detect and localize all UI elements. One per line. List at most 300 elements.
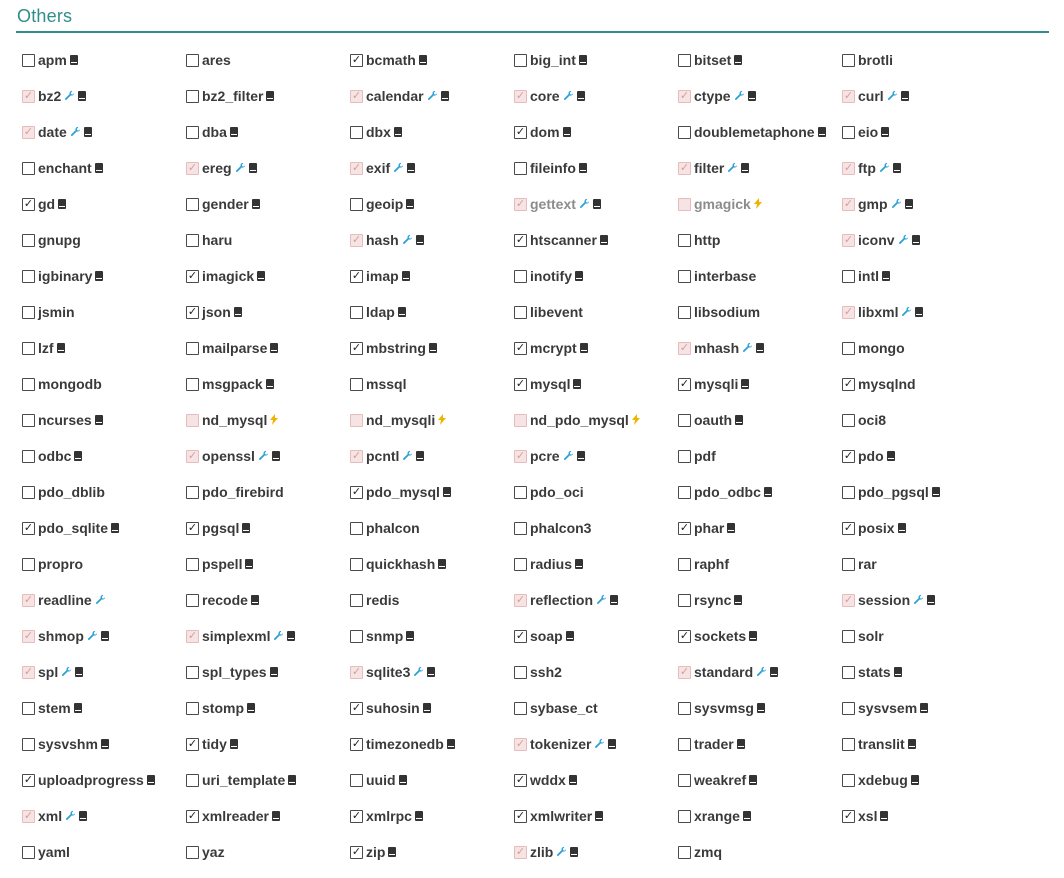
extension-option-jsmin[interactable] (22, 302, 75, 322)
extension-option-stem[interactable] (22, 698, 82, 718)
extension-option-raphf[interactable] (678, 554, 729, 574)
extension-option-mysqlnd[interactable] (842, 374, 916, 394)
wrench-icon (579, 198, 590, 211)
checkbox[interactable] (842, 630, 855, 643)
checkbox[interactable] (678, 594, 691, 607)
extension-option-redis[interactable] (350, 590, 399, 610)
checkbox[interactable] (350, 486, 363, 499)
checkbox[interactable] (350, 126, 363, 139)
extension-option-apm[interactable] (22, 50, 78, 70)
checkbox[interactable] (678, 846, 691, 859)
extension-option-xrange[interactable] (678, 806, 751, 826)
checkbox[interactable] (678, 414, 691, 427)
checkbox[interactable] (22, 414, 35, 427)
book-icon (95, 415, 103, 425)
extension-option-uri-template[interactable] (186, 770, 296, 790)
checkbox (842, 234, 855, 247)
checkbox (186, 414, 199, 427)
extension-label: libevent (530, 304, 583, 320)
extension-option-tokenizer[interactable] (514, 734, 616, 754)
extension-option-enchant[interactable] (22, 158, 103, 178)
extension-option-phar[interactable] (678, 518, 735, 538)
checkbox[interactable] (678, 558, 691, 571)
extension-option-xmlreader[interactable] (186, 806, 280, 826)
extension-option-bcmath[interactable] (350, 50, 427, 70)
extension-option-pdo-mysql[interactable] (350, 482, 451, 502)
extension-label: exif (366, 160, 391, 176)
extension-option-exif[interactable] (350, 158, 415, 178)
extension-option-posix[interactable] (842, 518, 906, 538)
wrench-icon (402, 450, 413, 463)
checkbox[interactable] (186, 666, 199, 679)
extension-label: lzf (38, 340, 54, 356)
extension-option-rar[interactable] (842, 554, 877, 574)
checkbox[interactable] (186, 594, 199, 607)
extension-option-weakref[interactable] (678, 770, 757, 790)
extension-option-pdo[interactable] (842, 446, 895, 466)
checkbox[interactable] (678, 450, 691, 463)
extension-option-gender[interactable] (186, 194, 260, 214)
extension-option-gd[interactable] (22, 194, 66, 214)
extension-label: intl (858, 268, 879, 284)
book-icon (734, 595, 742, 605)
checkbox[interactable] (22, 162, 35, 175)
checkbox[interactable] (678, 738, 691, 751)
extension-option-json[interactable] (186, 302, 242, 322)
extension-option-ssh2[interactable] (514, 662, 562, 682)
extension-option-interbase[interactable] (678, 266, 756, 286)
checkbox[interactable] (350, 702, 363, 715)
checkbox[interactable] (22, 54, 35, 67)
checkbox[interactable] (350, 198, 363, 211)
extension-label: stem (38, 700, 71, 716)
extension-option-dba[interactable] (186, 122, 238, 142)
extension-option-gnupg[interactable] (22, 230, 81, 250)
checkbox (350, 666, 363, 679)
extension-option-pspell[interactable] (186, 554, 253, 574)
extension-label: eio (858, 124, 879, 140)
checkbox[interactable] (186, 846, 199, 859)
extension-option-mcrypt[interactable] (514, 338, 588, 358)
checkbox[interactable] (350, 378, 363, 391)
checkbox[interactable] (842, 810, 855, 823)
extension-option-nd-mysql[interactable] (186, 410, 278, 430)
checkbox[interactable] (842, 774, 855, 787)
checkbox[interactable] (22, 270, 35, 283)
checkbox[interactable] (678, 306, 691, 319)
extension-option-ncurses[interactable] (22, 410, 103, 430)
extension-option-sysvsem[interactable] (842, 698, 928, 718)
extension-option-iconv[interactable] (842, 230, 920, 250)
extension-label: yaz (202, 844, 225, 860)
extension-option-core[interactable] (514, 86, 585, 106)
extension-option-odbc[interactable] (22, 446, 82, 466)
extension-option-mysql[interactable] (514, 374, 581, 394)
extension-option-xml[interactable] (22, 806, 87, 826)
extension-option-imagick[interactable] (186, 266, 265, 286)
extension-option-eio[interactable] (842, 122, 889, 142)
checkbox[interactable] (514, 486, 527, 499)
extension-option-readline[interactable] (22, 590, 106, 610)
extension-option-tidy[interactable] (186, 734, 238, 754)
extension-option-oci8[interactable] (842, 410, 886, 430)
checkbox[interactable] (22, 486, 35, 499)
checkbox[interactable] (842, 126, 855, 139)
extension-option-xmlrpc[interactable] (350, 806, 423, 826)
checkbox[interactable] (514, 270, 527, 283)
checkbox[interactable] (514, 126, 527, 139)
checkbox[interactable] (22, 702, 35, 715)
extension-option-standard[interactable] (678, 662, 778, 682)
extension-option-phalcon[interactable] (350, 518, 420, 538)
extension-label: mysqli (694, 376, 739, 392)
extension-label: ctype (694, 88, 731, 104)
wrench-icon (756, 666, 767, 679)
checkbox[interactable] (842, 342, 855, 355)
extension-option-sysvmsg[interactable] (678, 698, 765, 718)
extension-option-pdo-odbc[interactable] (678, 482, 772, 502)
extension-option-wddx[interactable] (514, 770, 577, 790)
extension-option-bz2-filter[interactable] (186, 86, 274, 106)
extension-option-soap[interactable] (514, 626, 574, 646)
checkbox[interactable] (514, 378, 527, 391)
book-icon (398, 307, 406, 317)
extension-label: ncurses (38, 412, 92, 428)
checkbox[interactable] (22, 450, 35, 463)
checkbox[interactable] (514, 234, 527, 247)
extension-option-calendar[interactable] (350, 86, 449, 106)
extension-option-geoip[interactable] (350, 194, 414, 214)
checkbox[interactable] (22, 306, 35, 319)
extension-option-pgsql[interactable] (186, 518, 250, 538)
extension-option-mssql[interactable] (350, 374, 406, 394)
extension-option-openssl[interactable] (186, 446, 280, 466)
extension-option-translit[interactable] (842, 734, 916, 754)
checkbox[interactable] (186, 270, 199, 283)
checkbox[interactable] (678, 486, 691, 499)
extension-label: standard (694, 664, 754, 680)
extension-option-igbinary[interactable] (22, 266, 103, 286)
extension-option-session[interactable] (842, 590, 935, 610)
checkbox[interactable] (186, 234, 199, 247)
extension-label: ftp (858, 160, 876, 176)
extension-option-spl[interactable] (22, 662, 83, 682)
extension-option-haru[interactable] (186, 230, 232, 250)
checkbox[interactable] (842, 414, 855, 427)
checkbox[interactable] (350, 738, 363, 751)
extension-option-msgpack[interactable] (186, 374, 274, 394)
checkbox[interactable] (350, 342, 363, 355)
checkbox[interactable] (350, 558, 363, 571)
extension-option-sockets[interactable] (678, 626, 757, 646)
book-icon (901, 91, 909, 101)
extension-option-curl[interactable] (842, 86, 909, 106)
wrench-icon (891, 198, 902, 211)
extension-option-pcntl[interactable] (350, 446, 424, 466)
checkbox[interactable] (514, 558, 527, 571)
extension-option-sqlite3[interactable] (350, 662, 435, 682)
checkbox (678, 90, 691, 103)
extension-option-htscanner[interactable] (514, 230, 608, 250)
extension-option-yaz[interactable] (186, 842, 225, 862)
extension-option-pdo-pgsql[interactable] (842, 482, 940, 502)
book-icon (577, 451, 585, 461)
checkbox[interactable] (514, 630, 527, 643)
checkbox[interactable] (22, 234, 35, 247)
checkbox[interactable] (842, 378, 855, 391)
extension-option-stomp[interactable] (186, 698, 255, 718)
extension-option-mongodb[interactable] (22, 374, 102, 394)
checkbox[interactable] (22, 342, 35, 355)
checkbox[interactable] (514, 162, 527, 175)
checkbox[interactable] (22, 378, 35, 391)
extension-option-uuid[interactable] (350, 770, 407, 790)
extension-option-nd-mysqli[interactable] (350, 410, 446, 430)
extension-label: geoip (366, 196, 404, 212)
extension-label: ares (202, 52, 231, 68)
extension-label: yaml (38, 844, 70, 860)
extension-option-brotli[interactable] (842, 50, 893, 70)
extension-option-lzf[interactable] (22, 338, 65, 358)
extension-option-xmlwriter[interactable] (514, 806, 603, 826)
extension-label: pdo_firebird (202, 484, 284, 500)
extension-option-spl-types[interactable] (186, 662, 278, 682)
checkbox[interactable] (842, 558, 855, 571)
checkbox[interactable] (350, 522, 363, 535)
extension-label: pcntl (366, 448, 400, 464)
extension-option-propro[interactable] (22, 554, 83, 574)
extension-label: redis (366, 592, 400, 608)
extension-label: spl (38, 664, 59, 680)
checkbox[interactable] (842, 666, 855, 679)
extension-option-pcre[interactable] (514, 446, 585, 466)
extension-option-libsodium[interactable] (678, 302, 760, 322)
checkbox[interactable] (514, 666, 527, 679)
book-icon (575, 559, 583, 569)
checkbox[interactable] (678, 630, 691, 643)
extension-option-timezonedb[interactable] (350, 734, 455, 754)
checkbox[interactable] (678, 702, 691, 715)
extension-option-simplexml[interactable] (186, 626, 295, 646)
extension-option-libevent[interactable] (514, 302, 583, 322)
extension-option-pdo-sqlite[interactable] (22, 518, 119, 538)
checkbox[interactable] (22, 198, 35, 211)
checkbox[interactable] (678, 270, 691, 283)
extension-option-dbx[interactable] (350, 122, 402, 142)
book-icon (915, 307, 923, 317)
checkbox[interactable] (350, 810, 363, 823)
book-icon (905, 199, 913, 209)
book-icon (569, 775, 577, 785)
extension-option-rsync[interactable] (678, 590, 742, 610)
extension-option-zip[interactable] (350, 842, 396, 862)
checkbox[interactable] (22, 558, 35, 571)
extension-option-bz2[interactable] (22, 86, 86, 106)
extension-label: filter (694, 160, 725, 176)
extension-label: oci8 (858, 412, 887, 428)
checkbox (22, 126, 35, 139)
checkbox[interactable] (350, 306, 363, 319)
extension-option-ldap[interactable] (350, 302, 406, 322)
checkbox[interactable] (22, 774, 35, 787)
extension-option-zlib[interactable] (514, 842, 578, 862)
extension-option-nd-pdo-mysql[interactable] (514, 410, 640, 430)
checkbox[interactable] (186, 306, 199, 319)
extension-option-quickhash[interactable] (350, 554, 446, 574)
checkbox[interactable] (514, 702, 527, 715)
checkbox[interactable] (678, 54, 691, 67)
extension-option-stats[interactable] (842, 662, 902, 682)
extension-option-mbstring[interactable] (350, 338, 437, 358)
extension-option-solr[interactable] (842, 626, 884, 646)
checkbox[interactable] (842, 486, 855, 499)
checkbox[interactable] (186, 738, 199, 751)
checkbox[interactable] (842, 522, 855, 535)
extension-option-radius[interactable] (514, 554, 583, 574)
book-icon (757, 703, 765, 713)
checkbox[interactable] (842, 738, 855, 751)
checkbox[interactable] (514, 306, 527, 319)
extension-option-pdo-oci[interactable] (514, 482, 584, 502)
checkbox[interactable] (350, 270, 363, 283)
extension-option-inotify[interactable] (514, 266, 583, 286)
extension-option-xdebug[interactable] (842, 770, 919, 790)
extension-option-gettext[interactable] (514, 194, 601, 214)
checkbox[interactable] (678, 522, 691, 535)
extension-option-xsl[interactable] (842, 806, 888, 826)
extension-option-hash[interactable] (350, 230, 424, 250)
wrench-icon (563, 450, 574, 463)
checkbox[interactable] (186, 342, 199, 355)
extension-option-sysvshm[interactable] (22, 734, 109, 754)
checkbox[interactable] (678, 810, 691, 823)
checkbox[interactable] (678, 378, 691, 391)
checkbox[interactable] (514, 342, 527, 355)
wrench-icon (413, 666, 424, 679)
extension-option-ftp[interactable] (842, 158, 901, 178)
extension-option-reflection[interactable] (514, 590, 618, 610)
extension-option-date[interactable] (22, 122, 92, 142)
checkbox[interactable] (186, 54, 199, 67)
book-icon (749, 775, 757, 785)
checkbox[interactable] (22, 846, 35, 859)
extension-option-ereg[interactable] (186, 158, 257, 178)
extension-option-sybase-ct[interactable] (514, 698, 598, 718)
book-icon (743, 811, 751, 821)
checkbox[interactable] (842, 450, 855, 463)
extension-option-mailparse[interactable] (186, 338, 278, 358)
checkbox[interactable] (842, 270, 855, 283)
extension-option-recode[interactable] (186, 590, 259, 610)
book-icon (84, 127, 92, 137)
checkbox[interactable] (350, 54, 363, 67)
checkbox[interactable] (186, 558, 199, 571)
extension-option-pdo-dblib[interactable] (22, 482, 105, 502)
section-title: Others (17, 6, 73, 26)
checkbox[interactable] (514, 54, 527, 67)
checkbox[interactable] (842, 54, 855, 67)
checkbox[interactable] (350, 846, 363, 859)
extension-option-mysqli[interactable] (678, 374, 749, 394)
extension-option-big-int[interactable] (514, 50, 587, 70)
extension-option-fileinfo[interactable] (514, 158, 587, 178)
book-icon (266, 91, 274, 101)
book-icon (95, 271, 103, 281)
checkbox (678, 342, 691, 355)
extension-option-ares[interactable] (186, 50, 231, 70)
extension-option-http[interactable] (678, 230, 720, 250)
checkbox[interactable] (350, 594, 363, 607)
checkbox[interactable] (514, 810, 527, 823)
checkbox[interactable] (514, 774, 527, 787)
checkbox[interactable] (186, 378, 199, 391)
extension-label: propro (38, 556, 84, 572)
extension-label: weakref (694, 772, 747, 788)
extension-option-filter[interactable] (678, 158, 749, 178)
checkbox[interactable] (186, 702, 199, 715)
extension-option-imap[interactable] (350, 266, 410, 286)
extension-option-zmq[interactable] (678, 842, 722, 862)
book-icon (749, 631, 757, 641)
checkbox[interactable] (186, 774, 199, 787)
extension-label: libxml (858, 304, 899, 320)
checkbox[interactable] (22, 738, 35, 751)
checkbox[interactable] (186, 90, 199, 103)
extension-option-suhosin[interactable] (350, 698, 431, 718)
extension-option-intl[interactable] (842, 266, 890, 286)
extension-option-shmop[interactable] (22, 626, 109, 646)
extension-option-doublemetaphone[interactable] (678, 122, 826, 142)
extension-option-oauth[interactable] (678, 410, 743, 430)
extension-label: mongodb (38, 376, 102, 392)
wrench-icon (734, 90, 745, 103)
checkbox[interactable] (186, 522, 199, 535)
extension-option-mhash[interactable] (678, 338, 764, 358)
checkbox[interactable] (514, 522, 527, 535)
checkbox[interactable] (22, 522, 35, 535)
extension-option-pdf[interactable] (678, 446, 716, 466)
extension-option-gmagick[interactable] (678, 194, 762, 214)
checkbox[interactable] (186, 486, 199, 499)
extension-option-libxml[interactable] (842, 302, 923, 322)
wrench-icon (65, 810, 76, 823)
extension-label: fileinfo (530, 160, 576, 176)
checkbox[interactable] (186, 810, 199, 823)
extension-option-ctype[interactable] (678, 86, 756, 106)
extension-option-phalcon3[interactable] (514, 518, 591, 538)
extension-option-yaml[interactable] (22, 842, 70, 862)
extension-option-bitset[interactable] (678, 50, 742, 70)
book-icon (257, 271, 265, 281)
extension-option-mongo[interactable] (842, 338, 905, 358)
checkbox[interactable] (678, 774, 691, 787)
book-icon (764, 487, 772, 497)
extension-option-uploadprogress[interactable] (22, 770, 155, 790)
checkbox[interactable] (678, 126, 691, 139)
extension-option-dom[interactable] (514, 122, 571, 142)
extension-option-pdo-firebird[interactable] (186, 482, 284, 502)
extension-option-gmp[interactable] (842, 194, 913, 214)
extension-label: oauth (694, 412, 733, 428)
checkbox[interactable] (186, 126, 199, 139)
extension-option-snmp[interactable] (350, 626, 414, 646)
checkbox[interactable] (350, 774, 363, 787)
checkbox[interactable] (678, 234, 691, 247)
checkbox[interactable] (186, 198, 199, 211)
checkbox[interactable] (350, 630, 363, 643)
extension-option-trader[interactable] (678, 734, 745, 754)
checkbox[interactable] (842, 702, 855, 715)
